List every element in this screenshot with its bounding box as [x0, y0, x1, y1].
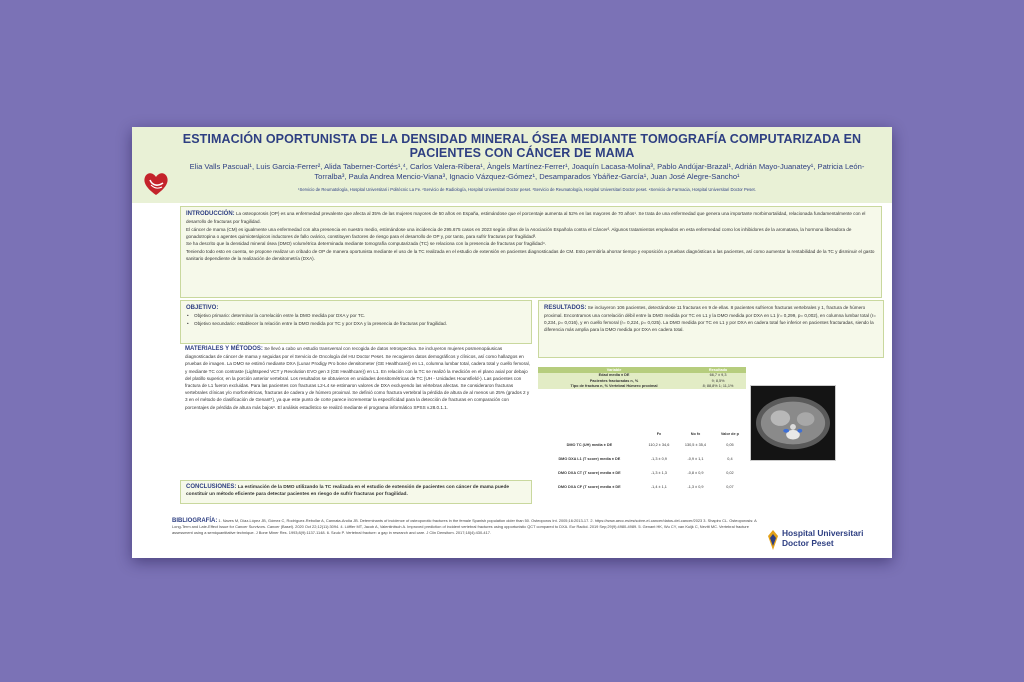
conclusiones-label: CONCLUSIONES:: [186, 484, 237, 490]
hospital-name-line-1: Hospital Universitari: [782, 528, 864, 538]
conclusiones-text: La estimación de la DMO utilizando la TC realizada en el estudio de extensión de pacientes con cáncer de mama puede constituir un método eficiente para detectar pacientes en riesgo de sufrir fracturas por fragilidad.: [186, 485, 510, 497]
intro-text-2: El cáncer de mama (CM) es igualmente una enfermedad con alta presencia en nuestro medio, estimándose una incidencia de 295.675 casos en 2023 según cifras de la Asociación Española contra el Cáncer². Algunos tratamientos empleados en esta enfermedad como los inhibidores de la aromatasa, la hormona liberadora de gonadotropina o agentes quimioterápicos inductores de fallo ovárico, constituyen factores de riesgo para el desarrollo de OP y, por tanto, para sufrir fracturas por fragilidad³.: [186, 226, 852, 239]
ct-scan-image: [750, 385, 836, 461]
table-header: No fx: [690, 432, 701, 437]
table-cell: DMO DXA L1 (T score) media ± DE: [558, 456, 621, 461]
table-cell: -1,3 ± 0,9: [687, 484, 704, 489]
intro-section: [180, 206, 882, 298]
resultados-paragraph: [544, 304, 878, 333]
materiales-label: MATERIALES Y MÉTODOS:: [185, 346, 263, 352]
materiales-paragraph: [185, 345, 530, 411]
table-cell: Tipo de fractura n, % Vertebral Húmero proximal: [538, 384, 690, 390]
affiliations: ¹Servicio de Reumatología, Hospital Universitari i Politècnic La Fe. ²Servicio de Radiología, Hospital Universitari Doctor peset. ³Servicio de Reumatología, Hospital Universitari Doctor peset. ⁴Servicio de Farmacia, Hospital Universitari Doctor Peset.: [298, 187, 756, 192]
table-cell: Pacientes fracturadas n, %: [538, 378, 690, 384]
bibliografia-label: BIBLIOGRAFÍA:: [172, 518, 218, 524]
table-header: Resultado: [690, 367, 746, 373]
intro-text-1: La osteoporosis (OP) es una enfermedad prevalente que afecta al 35% de las mujeres mayores de 50 años en España, estimándose que el porcentaje aumenta al 52% en las mayores de 70 años¹. Se trata de una enfermedad que genera una importante morbimortalidad, relacionada fundamentalmente con el desarrollo de fracturas por fragilidad.: [186, 211, 866, 224]
heart-logo-icon: [142, 171, 170, 197]
table-header: Fx: [656, 432, 662, 437]
objetivo-item: • Objetivo secundario: establecer la relación entre la DMO medida por TC y por DXA y la presencia de fracturas por fragilidad.: [186, 320, 526, 327]
intro-text-3: Se ha descrito que la densidad mineral ósea (DMO) volumétrica determinada mediante tomografía computarizada (TC) se relaciona con la presencia de fracturas por fragilidad⁴.: [186, 241, 546, 246]
hospital-logo: [766, 526, 884, 554]
table-cell: 9; 8,5%: [690, 378, 746, 384]
poster: [132, 127, 892, 558]
materiales-text: Se llevó a cabo un estudio transversal con recogida de datos retrospectiva. Se incluyeron mujeres posmenopáusicas diagnosticadas de cáncer de mama y seguidas por el Servicio de Oncología del HU Doctor Peset. Se recogieron datos demográficos y clínicos, así como hallazgos en pruebas de imagen. La DMO se estimó mediante DXA (Lunar Prodigy Pro bone densitometer (GE Healthcare)) en L1, columna lumbar total, cadera total y cuello femoral, y mediante TC con contraste (Lightspeed VCT y Revolution EVO gen 3 (GE Healthcare)) en L1. En relación con la TC se realizó la medición en el plano axial por debajo del platillo superior, en la porción anterior vertebral. Los resultados se obtuvieron en unidades densitométricas de TC (UH - Unidades Hounsfield-). Las pacientes con fractura de L1 fueron excluidas. Para las pacientes con fracturas L2-L4 se estimaron valores de DXA excluyendo las vértebras afectas. Se consideraron fracturas vertebrales clínicas y/o morfométricas, fracturas de cadera y de húmero proximal. Se definió como fractura vertebral la pérdida de altura de al menos un 25% (grados 2 y 3 en el método de clasificación de Genant⁵), ya que este punto de corte parece incrementar la especificidad para la detección de fracturas en comparación con porcentajes de pérdida de altura más bajos⁶. El análisis estadístico se realizó mediante el programa informático SPSS v.28.0.1.1.: [185, 346, 530, 410]
intro-text-4: Teniendo todo esto en cuenta, se propone realizar un cribado de OP de manera oportunista mediante el uso de la TC realizada en el estudio de extensión en pacientes diagnosticadas de CM. Esto permitiría ahorrar tiempo y exposición a pruebas diagnósticas a las pacientes, así como aumentar la rentabilidad de la TC y disminuir el gasto sanitario dependiente de la realización de densitometría (DXA).: [186, 248, 875, 261]
authors-list: Elia Valls Pascual¹, Luis Garcia-Ferrer², Alida Taberner-Cortés¹,⁴, Carlos Valera-Ribera¹, Àngels Martínez-Ferrer¹, Joaquín Lacasa-Molina³, Pablo Andújar-Brazal¹, Adrián Mayo-Juanatey¹, Patricia León-Torralba³, Paula Andrea Mencio-Viana³, Ignacio Vázquez-Gómez¹, Desamparados Ybáñez-García¹, Juan José Alegre-Sancho¹: [189, 162, 865, 181]
bibliografia-text: 1. Naves M, Díaz-López JB, Gómez C, Rodríguez-Rebollar A, Cannata-Andía JB. Determinants of incidence of osteoporotic fractures in the female Spanish population older than 50. Osteoporos Int. 2005;16:2013-17. 2. https://www.aecc.es/es/sobre-el-cancer/datos-del-cancer/2023 3. Shapiro CL. Osteoporosis: A Long-Term and Late-Effect Issue for Cancer Survivors. Cancer (Basel). 2020 Oct 22;12(11):3094. 4. Löffler MT, Jacob A, Valentinitsch A. Improved prediction of incident vertebral fractures using opportunistic QCT compared to DXA. Eur Radiol. 2019 Sep;29(9):4980-4989. 5. Genant HK, Wu CY, van Kuijk C, Nevitt MC. Vertebral fracture assessment using a semiquantitative technique. J Bone Miner Res. 1993;8(9):1137-1148. 6. Szulc P. Vertebral fracture: a gap in research and care. J Clin Densitom. 2017;18(4):430-417.: [172, 518, 757, 535]
table-cell: Edad media ± DE: [538, 373, 690, 379]
table-cell: 0,02: [726, 470, 734, 475]
table-header: Valor de p: [720, 432, 739, 437]
materiales-section: [185, 345, 530, 411]
table-cell: 110,2 ± 34,6: [648, 442, 670, 447]
table-cell: -0,9 ± 1,1: [687, 456, 704, 461]
conclusiones-paragraph: [186, 484, 526, 498]
table-cell: -0,8 ± 0,9: [687, 470, 704, 475]
intro-paragraph: [186, 210, 876, 225]
objetivo-section: [180, 300, 532, 344]
poster-header: [132, 127, 892, 203]
resultados-label: RESULTADOS:: [544, 305, 587, 311]
table-cell: -1,4 ± 1,1: [650, 484, 667, 489]
objetivo-item: • Objetivo primario: determinar la correlación entre la DMO medida por DXA y por TC.: [186, 312, 526, 319]
hospital-name: [782, 529, 863, 548]
objetivo-list: [186, 312, 526, 327]
bibliografia-paragraph: [172, 518, 758, 535]
bibliografia-section: [172, 518, 758, 535]
table-cell: DMO TC (UH) media ± DE: [566, 442, 613, 447]
table-cell: 130,5 ± 35,4: [684, 442, 707, 447]
poster-title: ESTIMACIÓN OPORTUNISTA DE LA DENSIDAD MINERAL ÓSEA MEDIANTE TOMOGRAFÍA COMPUTARIZADA EN PACIENTES CON CÁNCER DE MAMA: [182, 132, 862, 160]
table-cell: 8; 88,8% 1; 11,1%: [690, 384, 746, 390]
hospital-name-line-2: Doctor Peset: [782, 537, 834, 548]
resultados-section: [538, 300, 884, 358]
table-cell: 0,07: [726, 484, 734, 489]
conclusiones-section: [180, 480, 532, 504]
table-cell: 66,7 ± 9,3: [690, 373, 746, 379]
table-cell: 0,05: [726, 442, 734, 447]
table-header: Variable: [538, 367, 690, 373]
objetivo-label: OBJETIVO:: [186, 305, 219, 311]
table-cell: -1,3 ± 0,9: [650, 456, 667, 461]
table-cell: 0,4: [727, 456, 733, 461]
table-cell: DMO DXA CT (T score) media ± DE: [558, 470, 621, 475]
table-cell: DMO DXA CF (T score) media ± DE: [558, 484, 621, 489]
intro-label: INTRODUCCIÓN:: [186, 211, 235, 217]
resultados-text: Se incluyeron 106 pacientes, detectándose 11 fracturas en 9 de ellas. 8 pacientes sufrieron fracturas vertebrales y 1, fractura de húmero proximal. Encontramos una correlación débil entre la DMO medida por TC en L1 y la DMO medida por DXA en L1 (r= 0,299, p= 0,002), en columna lumbar total (r= 0,234, p= 0,016), y en cuello femoral (r= 0,224, p= 0,025). La DMO medida por TC en L1 y por DXA en cadera total fue inferior en pacientes fracturadas, siendo la diferencia más amplia para la DMO medida por DXA en cadera total.: [544, 305, 876, 332]
table-header: [538, 431, 641, 438]
table-cell: -1,3 ± 1,3: [650, 470, 667, 475]
hospital-logo-icon: [766, 528, 780, 552]
dmo-comparison-table: [538, 431, 746, 494]
